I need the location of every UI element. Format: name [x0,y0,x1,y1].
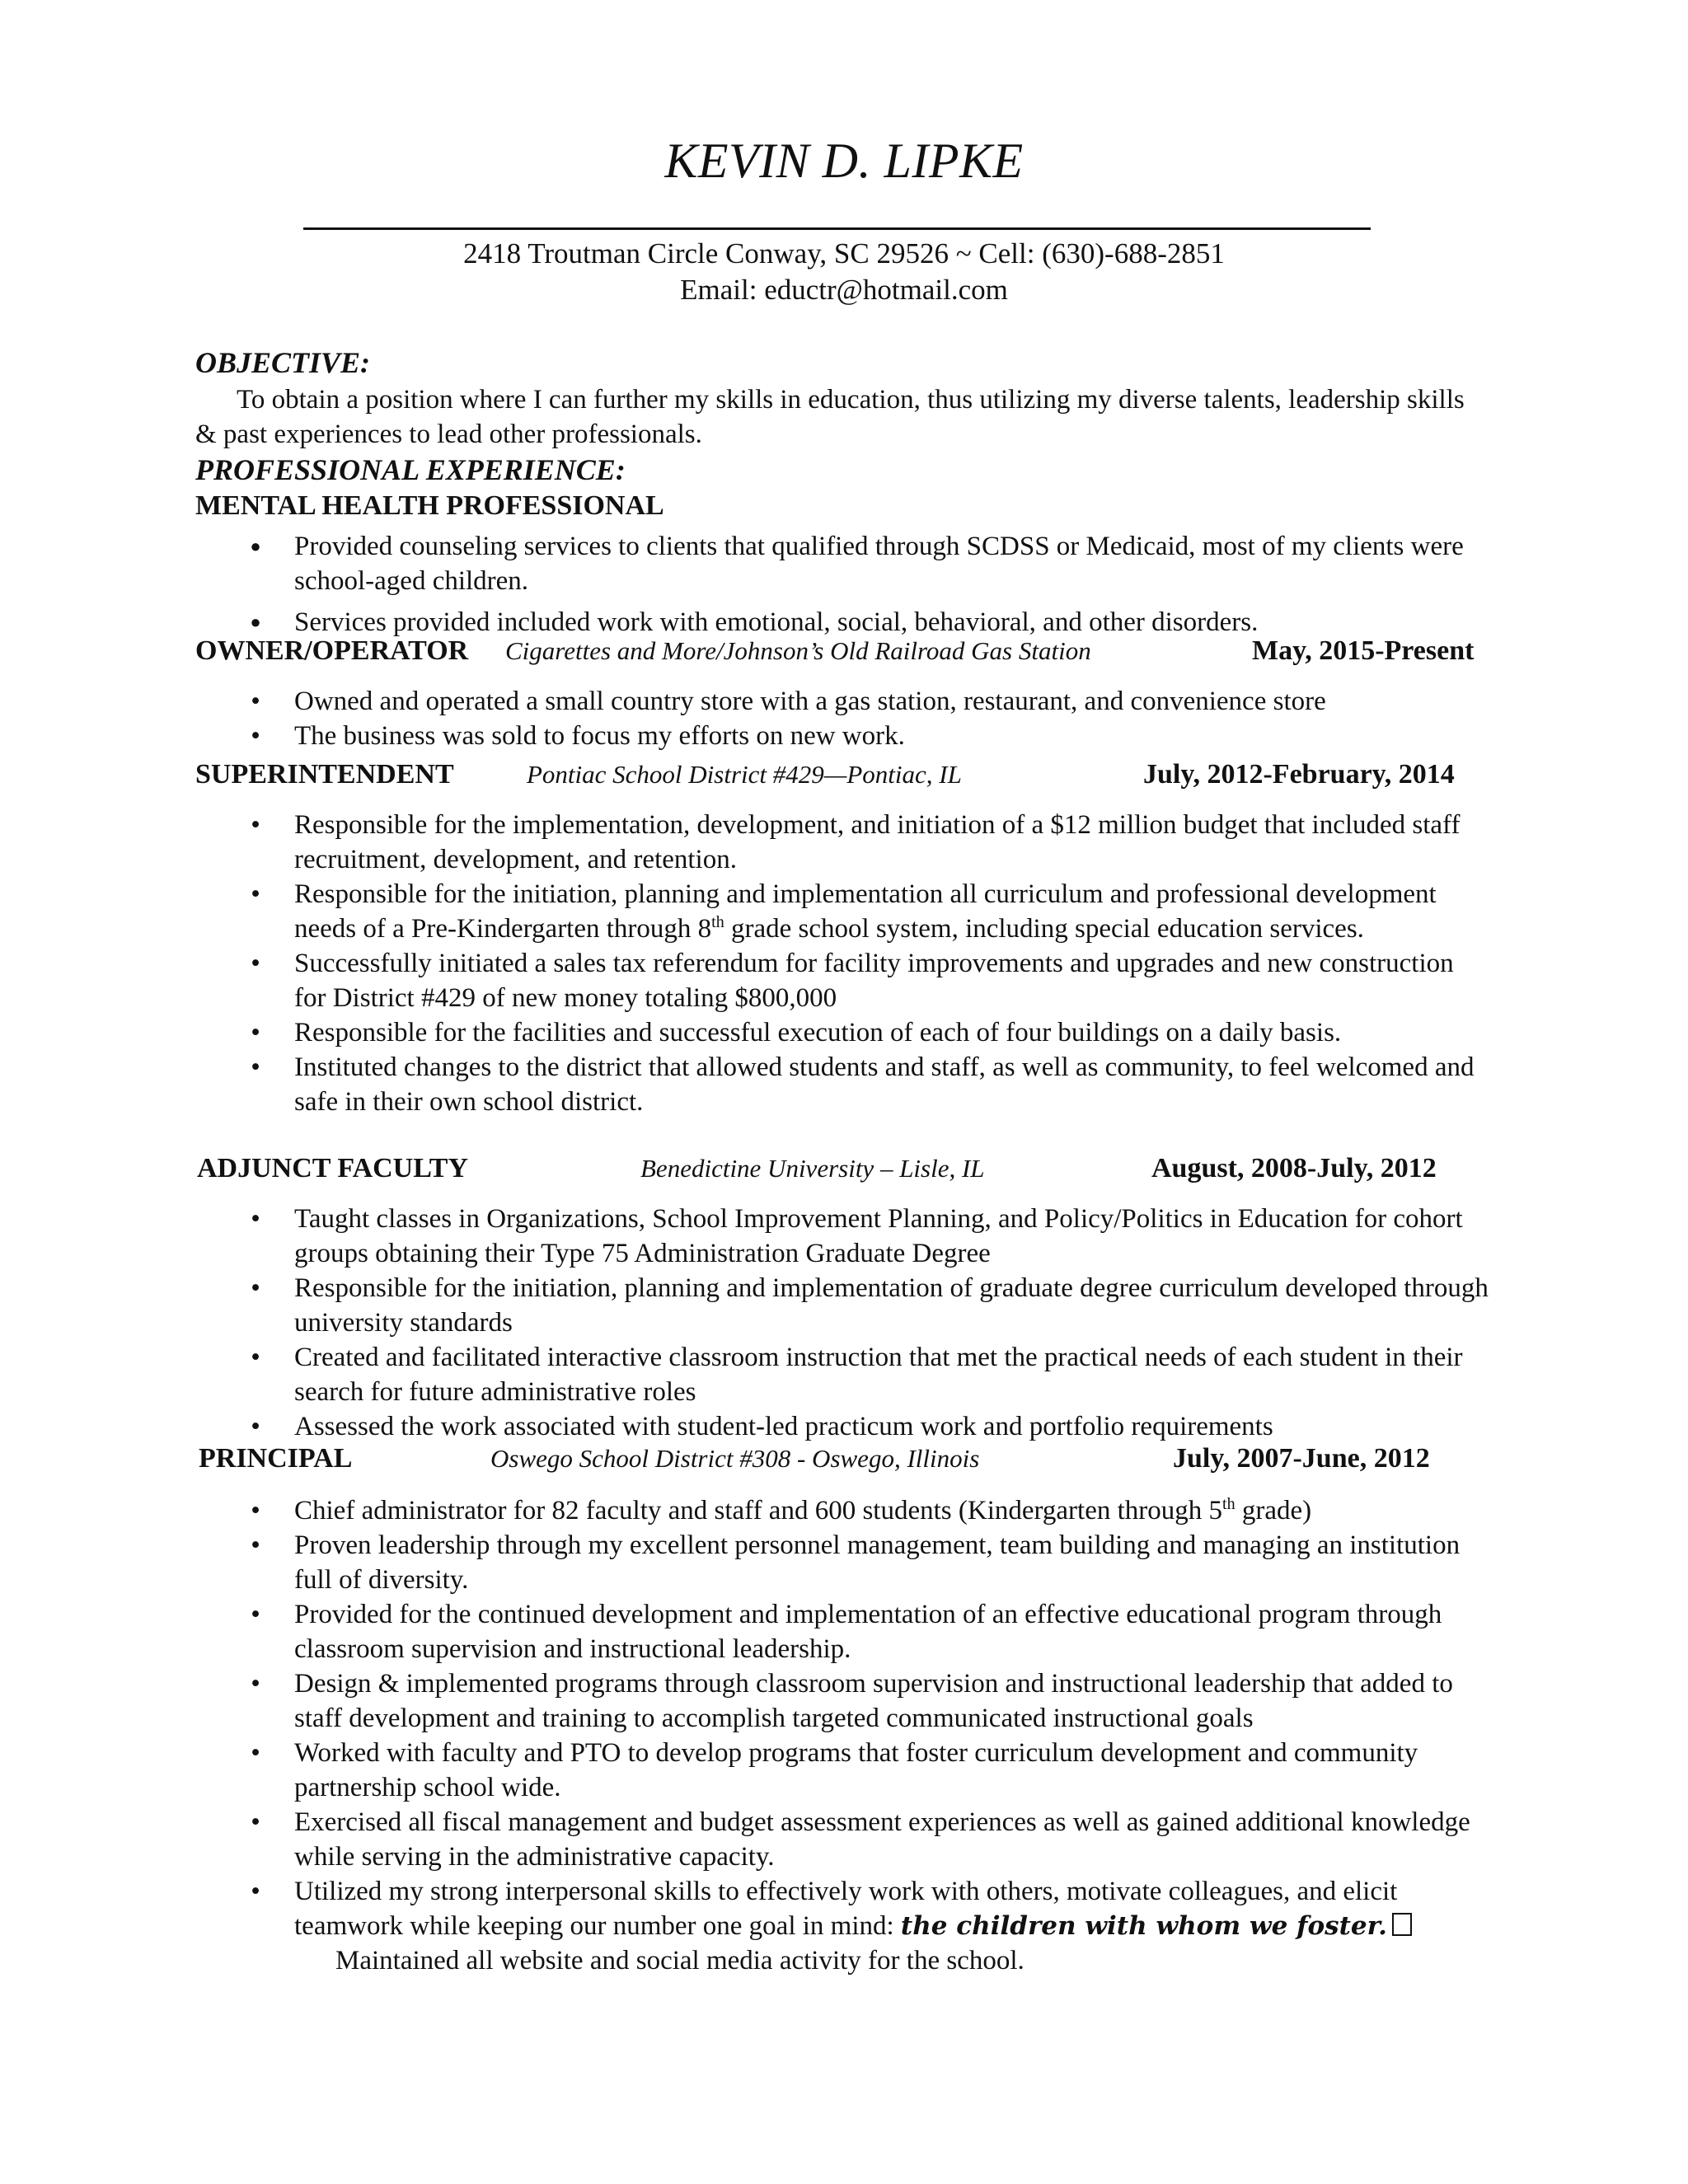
bullet-icon: • [251,949,260,978]
list-item: • Responsible for the facilities and successful execution of each of four buildings on a daily basis. [195,1015,1489,1050]
list-item: • Responsible for the implementation, development, and initiation of a $12 million budget that included staff recruitment, development, and retention. [195,808,1489,877]
job-org: Pontiac School District #429—Pontiac, IL [527,760,962,789]
list-item: • Design & implemented programs through classroom supervision and instructional leadership that added to staff development and training to accomplish targeted communicated instructional goals [195,1666,1489,1736]
list-item: • Worked with faculty and PTO to develop programs that foster curriculum development and community partnership school wide. [195,1736,1489,1805]
list-item: • The business was sold to focus my efforts on new work. [195,719,1489,753]
job-adjunct-faculty [195,1151,1498,1187]
list-item: • Responsible for the initiation, planning and implementation of graduate degree curriculum developed through university standards [195,1271,1489,1340]
bullet-icon: • [251,1273,260,1303]
job-mental-health-bullets [195,529,1489,640]
list-item: ● Services provided included work with emotional, social, behavioral, and other disorders. [195,605,1489,640]
address-line: 2418 Troutman Circle Conway, SC 29526 ~ Cell: (630)-688-2851 [463,237,1225,269]
bullet-icon: • [251,1669,260,1699]
list-item: • Utilized my strong interpersonal skills to effectively work with others, motivate colleagues, and elicit teamwork while keeping our number one goal in mind: the children with whom we foster. [195,1874,1489,1943]
job-title: MENTAL HEALTH PROFESSIONAL [195,490,664,521]
job-dates: August, 2008-July, 2012 [1151,1153,1437,1183]
job-org: Oswego School District #308 - Oswego, Illinois [490,1444,980,1473]
job-owner-operator [195,633,1498,669]
bullet-icon: • [251,1807,260,1837]
bullet-icon: • [251,1343,260,1372]
bullet-icon: • [251,1530,260,1560]
email-line: Email: eductr@hotmail.com [680,274,1008,306]
bullet-icon: ● [250,612,261,632]
list-item: • Assessed the work associated with student-led practicum work and portfolio requirements [195,1409,1489,1444]
job-mental-health [195,488,1498,524]
job-owner-operator-bullets [195,684,1489,753]
bullet-icon: • [251,1018,260,1047]
list-item: ● Provided counseling services to clients that qualified through SCDSS or Medicaid, most of my clients were school-aged children. [195,529,1489,598]
job-title: SUPERINTENDENT [195,759,454,790]
job-title: OWNER/OPERATOR [195,635,469,666]
bullet-icon: ● [250,536,261,556]
bullet-icon: • [251,687,260,716]
list-item: • Proven leadership through my excellent personnel management, team building and managing an institution full of diversity. [195,1528,1489,1597]
bullet-icon: • [251,1738,260,1768]
experience-heading: PROFESSIONAL EXPERIENCE: [195,453,626,486]
list-item: • Taught classes in Organizations, School Improvement Planning, and Policy/Politics in Education for cohort groups obtaining their Type 75 Administration Graduate Degree [195,1202,1489,1271]
job-org: Cigarettes and More/Johnson’s Old Railroad Gas Station [505,636,1091,665]
missing-glyph-icon [1392,1913,1412,1936]
list-item: • Successfully initiated a sales tax referendum for facility improvements and upgrades and new construction for District #429 of new money totaling $800,000 [195,946,1489,1015]
list-item: • Created and facilitated interactive classroom instruction that met the practical needs of each student in their search for future administrative roles [195,1340,1489,1409]
job-title: PRINCIPAL [199,1443,353,1474]
job-principal [195,1441,1498,1477]
job-dates: May, 2015-Present [1252,635,1475,666]
emphasis-text: the children with whom we foster. [900,1911,1387,1941]
bullet-icon: • [251,1877,260,1906]
objective-heading: OBJECTIVE: [195,346,371,379]
candidate-name: KEVIN D. LIPKE [664,134,1024,188]
list-item: • Provided for the continued development and implementation of an effective educational program through classroom supervision and instructional leadership. [195,1597,1489,1666]
job-adjunct-faculty-bullets [195,1202,1489,1444]
bullet-icon: • [251,879,260,909]
trailing-line: Maintained all website and social media activity for the school. [335,1946,1025,1975]
job-dates: July, 2012-February, 2014 [1143,759,1455,790]
list-item: • Responsible for the initiation, planning and implementation all curriculum and professional development needs of a Pre-Kindergarten through 8th grade school system, including special education services. [195,877,1489,946]
header-rule [303,227,1371,230]
bullet-icon: • [251,1052,260,1082]
job-dates: July, 2007-June, 2012 [1173,1443,1430,1474]
job-superintendent [195,757,1498,793]
bullet-icon: • [251,1204,260,1234]
list-item: • Chief administrator for 82 faculty and staff and 600 students (Kindergarten through 5th grade) [195,1493,1489,1528]
job-principal-bullets [195,1493,1489,1943]
bullet-icon: • [251,1496,260,1526]
list-item: • Exercised all fiscal management and budget assessment experiences as well as gained additional knowledge while serving in the administrative capacity. [195,1805,1489,1874]
job-superintendent-bullets [195,808,1489,1119]
list-item: • Owned and operated a small country store with a gas station, restaurant, and convenience store [195,684,1489,719]
bullet-icon: • [251,810,260,840]
bullet-icon: • [251,1412,260,1441]
job-org: Benedictine University – Lisle, IL [640,1154,985,1183]
objective-text: To obtain a position where I can further my skills in education, thus utilizing my diverse talents, leadership skills & past experiences to lead other professionals. [195,385,1465,449]
job-title: ADJUNCT FACULTY [197,1153,469,1183]
bullet-icon: • [251,1600,260,1629]
list-item: • Instituted changes to the district that allowed students and staff, as well as community, to feel welcomed and safe in their own school district. [195,1050,1489,1119]
bullet-icon: • [251,721,260,751]
